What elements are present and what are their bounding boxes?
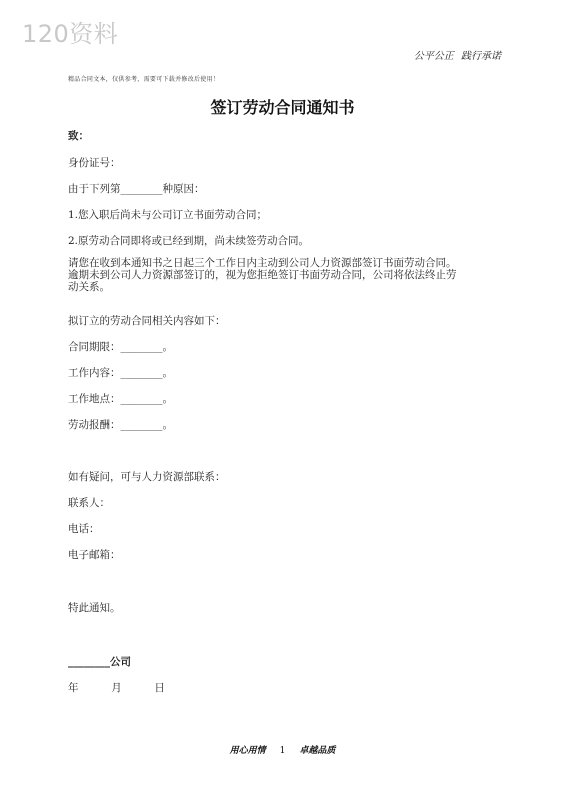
date-month: 月: [111, 682, 122, 694]
date-year: 年: [68, 682, 79, 694]
recipient-line: 致：: [68, 130, 89, 142]
usage-note: 精品合同文本，仅供参考，需要可下载并修改后使用！: [68, 76, 220, 83]
notice-line: 动关系。: [68, 281, 110, 294]
contact-person-field: 联系人：: [68, 497, 110, 509]
email-field: 电子邮箱：: [68, 549, 121, 561]
phone-field: 电话：: [68, 523, 100, 535]
id-number-line: 身份证号：: [68, 157, 121, 169]
notice-line: 逾期未到公司人力资源部签订的，视为您拒绝签订书面劳动合同，公司将依法终止劳: [68, 269, 457, 282]
watermark-logo: 120资料: [22, 20, 119, 48]
closing-line: 特此通知。: [68, 602, 121, 614]
footer-right: 卓越品质: [299, 746, 336, 756]
reason-item-2: 2.原劳动合同即将或已经到期，尚未续签劳动合同。: [68, 235, 310, 247]
contact-intro-line: 如有疑问，可与人力资源部联系：: [68, 471, 226, 483]
document-title: 签订劳动合同通知书: [210, 98, 355, 117]
date-day: 日: [154, 682, 165, 694]
notice-line: 请您在收到本通知书之日起三个工作日内主动到公司人力资源部签订书面劳动合同。: [68, 257, 457, 269]
date-line: [68, 680, 165, 695]
header-slogan: [414, 47, 501, 62]
notice-paragraph: [68, 257, 498, 294]
remuneration-field: 劳动报酬：________。: [68, 419, 173, 431]
slogan-left: 公平公正: [413, 51, 454, 62]
reason-intro-line: 由于下列第________种原因：: [68, 183, 205, 195]
reason-item-1: 1.您入职后尚未与公司订立书面劳动合同；: [68, 209, 268, 221]
job-content-field: 工作内容：________。: [68, 367, 173, 379]
work-location-field: 工作地点：________。: [68, 393, 173, 405]
page-number: 1: [279, 746, 286, 756]
contract-term-field: 合同期限：________。: [68, 341, 173, 353]
page-footer: [0, 743, 565, 756]
contract-intro-line: 拟订立的劳动合同相关内容如下：: [68, 315, 226, 327]
slogan-right: 践行承诺: [461, 51, 501, 62]
footer-left: 用心用情: [229, 746, 266, 756]
company-signature: ________公司: [68, 656, 131, 668]
